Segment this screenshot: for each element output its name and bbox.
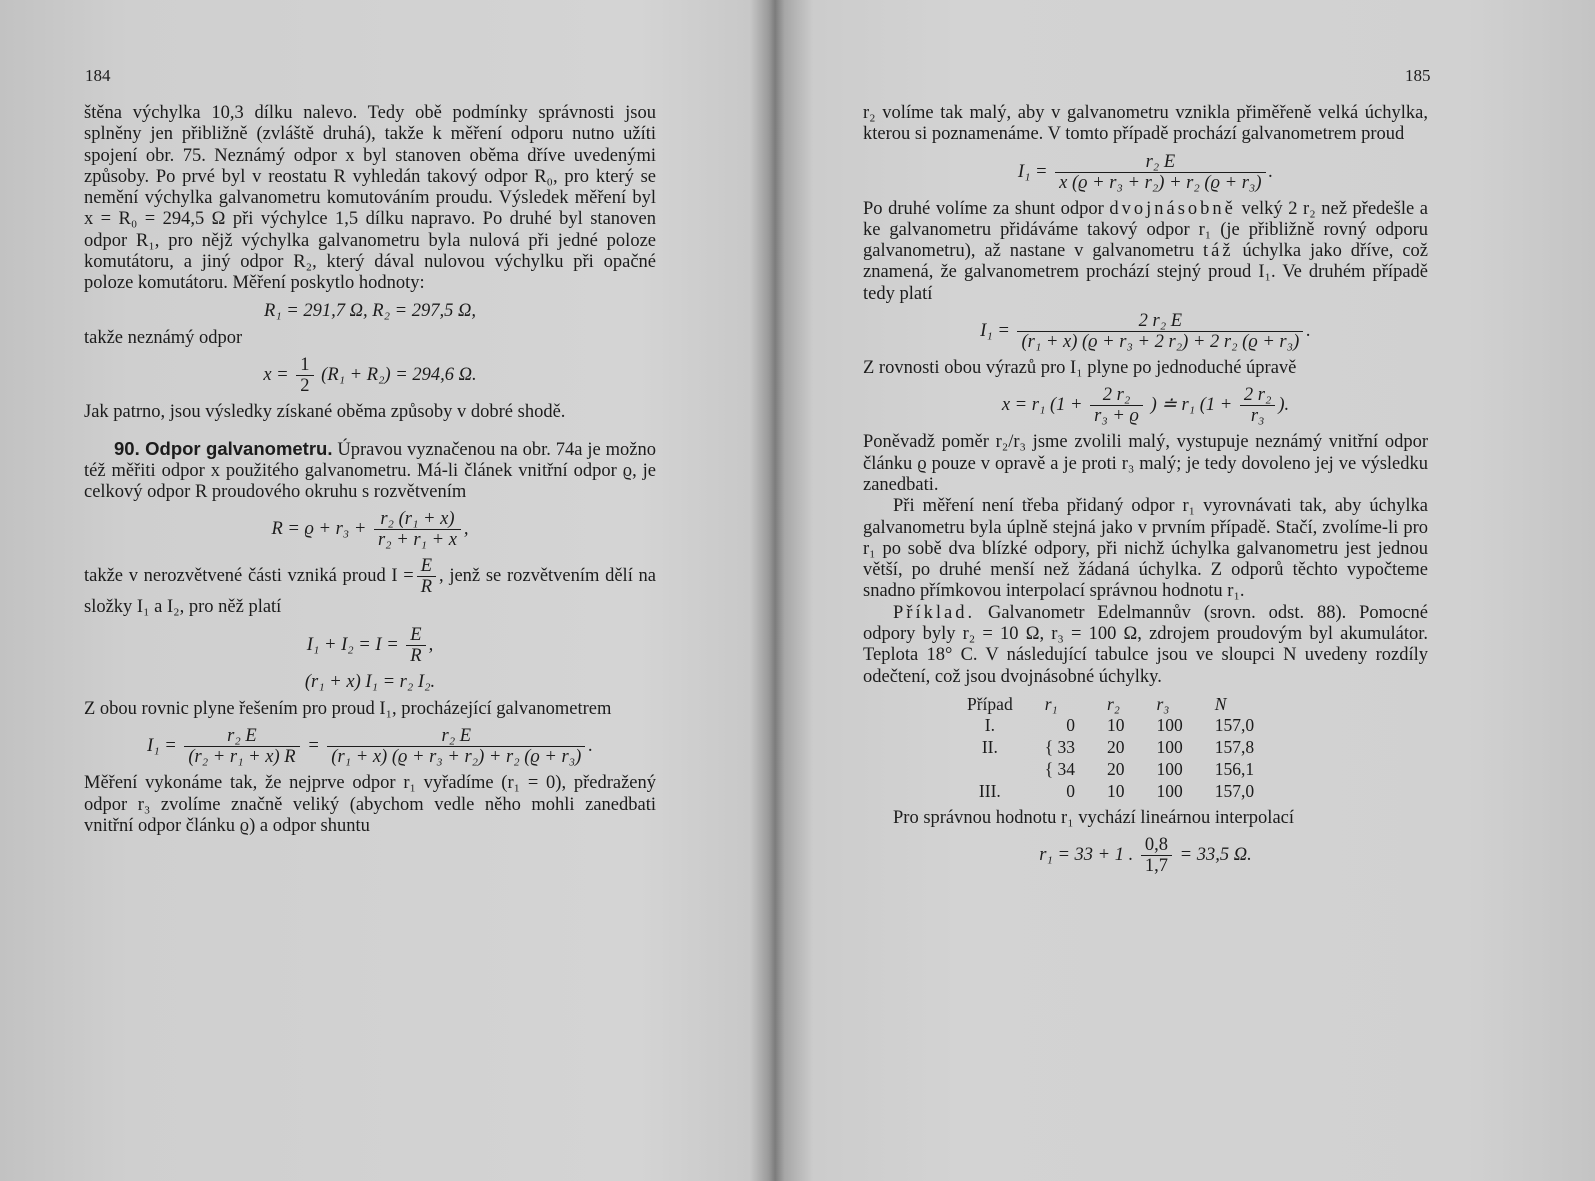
paragraph xyxy=(863,199,1428,305)
table-header: r₃ xyxy=(1156,693,1170,714)
table-cell: 10 xyxy=(1106,780,1125,801)
fraction-denominator: r₃ + ϱ xyxy=(1094,406,1139,427)
fraction-numerator: r₂ E xyxy=(1055,152,1265,173)
table-cell xyxy=(951,758,1029,780)
paragraph: Pro správnou hodnotu r₁ vychází lineárnou interpolací xyxy=(893,807,1295,828)
equation xyxy=(863,152,1428,193)
eq-part: I₁ = xyxy=(980,320,1010,341)
paragraph: r₂ volíme tak malý, aby v galvanometru vznikla přiměřeně velká úchylka, kterou si poznamenáme. V tomto případě prochází galvanometrem proud xyxy=(863,103,1428,145)
left-text-column xyxy=(84,103,656,837)
equation xyxy=(84,625,656,666)
eq-part: x = r₁ (1 + xyxy=(1001,395,1083,416)
eq-part: I₁ + I₂ = I = xyxy=(306,634,399,655)
page-number: 185 xyxy=(1405,66,1431,85)
eq-part: r₁ = 33 + 1 . xyxy=(1039,844,1134,865)
equation xyxy=(84,726,656,767)
fraction-numerator: r₂ E xyxy=(327,726,585,747)
fraction-numerator: 2 r₂ xyxy=(1090,385,1143,406)
left-page xyxy=(0,0,765,1181)
table-row xyxy=(951,780,1270,802)
right-text-column xyxy=(863,103,1428,882)
measurement-table xyxy=(951,694,1270,802)
table-cell: III. xyxy=(978,780,1001,801)
fraction xyxy=(406,625,425,666)
table-header: r₁ xyxy=(1044,693,1058,714)
section-paragraph xyxy=(84,438,656,504)
table-cell: 20 xyxy=(1106,758,1125,779)
table-header: N xyxy=(1214,693,1227,714)
fraction-numerator: r₂ E xyxy=(184,726,299,747)
table-row xyxy=(951,714,1270,736)
paragraph-text: takže v nerozvětvené části vzniká proud I = xyxy=(84,566,414,587)
eq-part: , xyxy=(428,634,434,655)
fraction-numerator: 2 r₂ xyxy=(1240,385,1276,406)
eq-part: . xyxy=(588,736,593,757)
fraction-numerator: 0,8 xyxy=(1141,835,1172,856)
table-row xyxy=(951,736,1270,758)
fraction-numerator: 2 r₂ E xyxy=(1017,311,1303,332)
fraction-denominator: (r₂ + r₁ + x) R xyxy=(188,747,296,768)
table-header: r₂ xyxy=(1106,693,1120,714)
fraction-denominator: x (ϱ + r₃ + r₂) + r₂ (ϱ + r₃) xyxy=(1059,172,1262,193)
paragraph-text: velký 2 r₂ než předešle a ke galvanometru přidáváme takový odpor r₁ (je přibližně rovný odporu galvanometru), až nastane v galvanometru xyxy=(863,198,1428,262)
paragraph: Měření vykonáme tak, že nejprve odpor r₁ vyřadíme (r₁ = 0), předražený odpor r₃ zvolíme značně veliký (abychom vedle něho mohli zanedbati vnitřní odpor článku ϱ) a odpor shuntu xyxy=(84,773,656,836)
eq-part: = xyxy=(307,736,320,757)
eq-part: ). xyxy=(1278,395,1290,416)
equation xyxy=(84,509,656,550)
table-header: Případ xyxy=(967,693,1013,714)
fraction xyxy=(374,509,461,550)
eq-part: I₁ = xyxy=(147,736,177,757)
equation xyxy=(863,835,1428,876)
table-cell: 157,0 xyxy=(1214,714,1255,735)
paragraph-text: Úpravou vyznačenou na obr. 74a je možno též měřiti odpor x použitého galvanometru. Má-li článek vnitřní odpor ϱ, je celkový odpor R proudového okruhu s rozvětvením xyxy=(84,439,657,503)
eq-part: I₁ = xyxy=(1017,161,1048,182)
fraction-denominator: R xyxy=(420,577,433,598)
equation xyxy=(84,355,656,396)
right-page xyxy=(765,0,1595,1181)
paragraph xyxy=(84,556,656,618)
eq-part: . xyxy=(1268,161,1274,182)
paragraph: Jak patrno, jsou výsledky získané oběma způsoby v dobré shodě. xyxy=(84,402,566,423)
equation xyxy=(863,385,1428,426)
paragraph-text: Po druhé volíme za shunt odpor xyxy=(863,198,1104,219)
equation: R₁ = 291,7 Ω, R₂ = 297,5 Ω, xyxy=(263,300,477,321)
table-cell: 10 xyxy=(1106,714,1125,735)
fraction-denominator: 2 xyxy=(300,376,310,397)
paragraph-text: úchylka jako dříve, což znamená, že galvanometrem prochází stejný proud I₁. Ve druhém případě tedy platí xyxy=(863,241,1429,304)
table-cell: II. xyxy=(981,736,998,757)
eq-part: x = xyxy=(263,365,289,386)
table-cell: 100 xyxy=(1156,758,1183,779)
table-cell: 156,1 xyxy=(1214,758,1255,779)
emphasis-text: dvojnásobně xyxy=(1109,198,1236,219)
emphasis-text: táž xyxy=(1203,241,1234,262)
eq-part: . xyxy=(1306,320,1311,341)
table-cell: 157,0 xyxy=(1214,780,1255,801)
paragraph: Z obou rovnic plyne řešením pro proud I₁, procházející galvanometrem xyxy=(84,699,612,720)
emphasis-text: Příklad. xyxy=(893,602,976,623)
fraction xyxy=(1141,835,1172,876)
fraction xyxy=(1017,311,1303,352)
fraction-denominator: 1,7 xyxy=(1144,856,1169,877)
table-cell: { 33 xyxy=(1044,736,1075,757)
equation xyxy=(863,311,1428,352)
eq-part: = 33,5 Ω. xyxy=(1179,844,1252,865)
fraction-denominator: (r₁ + x) (ϱ + r₃ + 2 r₂) + 2 r₂ (ϱ + r₃) xyxy=(1021,332,1300,353)
paragraph-text: , jenž se rozvětvením dělí na složky I₁ a I₂, pro něž platí xyxy=(84,566,656,618)
fraction-numerator: E xyxy=(406,625,425,646)
fraction-numerator: E xyxy=(417,556,436,577)
table-cell: 100 xyxy=(1156,780,1183,801)
table-header-row xyxy=(951,694,1270,714)
fraction xyxy=(1240,385,1276,426)
fraction xyxy=(417,556,436,597)
fraction xyxy=(1055,152,1265,193)
table-row xyxy=(951,758,1270,780)
eq-part: (R₁ + R₂) = 294,6 Ω. xyxy=(321,365,477,386)
table-cell: { 34 xyxy=(1044,758,1075,779)
paragraph: Poněvadž poměr r₂/r₃ jsme zvolili malý, vystupuje neznámý vnitřní odpor článku ϱ pouze v opravě a je proti r₃ malý; je tedy dovoleno jej ve výsledku zanedbati. xyxy=(863,432,1428,495)
fraction xyxy=(296,355,313,396)
eq-part: , xyxy=(463,519,469,540)
fraction xyxy=(1090,385,1143,426)
eq-part: R = ϱ + r₃ + xyxy=(271,519,367,540)
table-cell: 157,8 xyxy=(1214,736,1255,757)
page-number: 184 xyxy=(85,66,111,85)
fraction-denominator: (r₁ + x) (ϱ + r₃ + r₂) + r₂ (ϱ + r₃) xyxy=(331,747,582,768)
paragraph xyxy=(863,603,1428,688)
section-heading: 90. Odpor galvanometru. xyxy=(114,437,333,459)
fraction-denominator: R xyxy=(410,645,422,666)
fraction-numerator: 1 xyxy=(296,355,313,376)
table-cell: 100 xyxy=(1156,714,1183,735)
paragraph: Při měření není třeba přidaný odpor r₁ vyrovnávati tak, aby úchylka galvanometru byla úplně stejná jako v prvním případě. Stačí, zvolíme-li pro r₁ po sobě dva blízké odpory, při nichž úchylka galvanometru jest jednou větší, po druhé menší než žádaná úchylka. Z odporů těchto vypočteme snadno přímkovou interpolací správnou hodnotu r₁. xyxy=(863,496,1428,602)
paragraph: takže neznámý odpor xyxy=(84,327,243,348)
fraction xyxy=(327,726,585,767)
equation: (r₁ + x) I₁ = r₂ I₂. xyxy=(304,671,436,692)
eq-part: ) ≐ r₁ (1 + xyxy=(1150,395,1233,416)
table-cell: 0 xyxy=(1066,780,1075,801)
paragraph: Z rovnosti obou výrazů pro I₁ plyne po jednoduché úpravě xyxy=(863,358,1297,379)
table-cell: I. xyxy=(984,714,995,735)
table-cell: 20 xyxy=(1106,736,1125,757)
fraction-denominator: r₂ + r₁ + x xyxy=(377,530,457,551)
table-cell: 0 xyxy=(1066,714,1075,735)
fraction-numerator: r₂ (r₁ + x) xyxy=(374,509,461,530)
fraction xyxy=(184,726,299,767)
table-cell: 100 xyxy=(1156,736,1183,757)
paragraph: štěna výchylka 10,3 dílku nalevo. Tedy obě podmínky správnosti jsou splněny jen přibližně (zvláště druhá), takže k měření odporu nutno užíti spojení obr. 75. Neznámý odpor x byl stanoven oběma dříve uvedenými způsoby. Po prvé byl v reostatu R vyhledán takový odpor R₀, pro který se nemění výchylka galvanometru komutováním proudu. Výsledek měření byl x = R₀ = 294,5 Ω při výchylce 1,5 dílku napravo. Po druhé byl stanoven odpor R₁, pro nějž výchylka galvanometru byla nulová při jedné poloze komutátoru, a jiný odpor R₂, který dával nulovou výchylku při opačné poloze komutátoru. Měření poskytlo hodnoty: xyxy=(84,103,656,294)
fraction-denominator: r₃ xyxy=(1250,406,1265,427)
paragraph-text: Galvanometr Edelmannův (srovn. odst. 88). Pomocné odpory byly r₂ = 10 Ω, r₃ = 100 Ω, zdrojem proudovým byl akumulátor. Teplota 18° C. V následující tabulce jsou ve sloupci N uvedeny rozdíly odečtení, což jsou dvojnásobné úchylky. xyxy=(863,602,1428,687)
